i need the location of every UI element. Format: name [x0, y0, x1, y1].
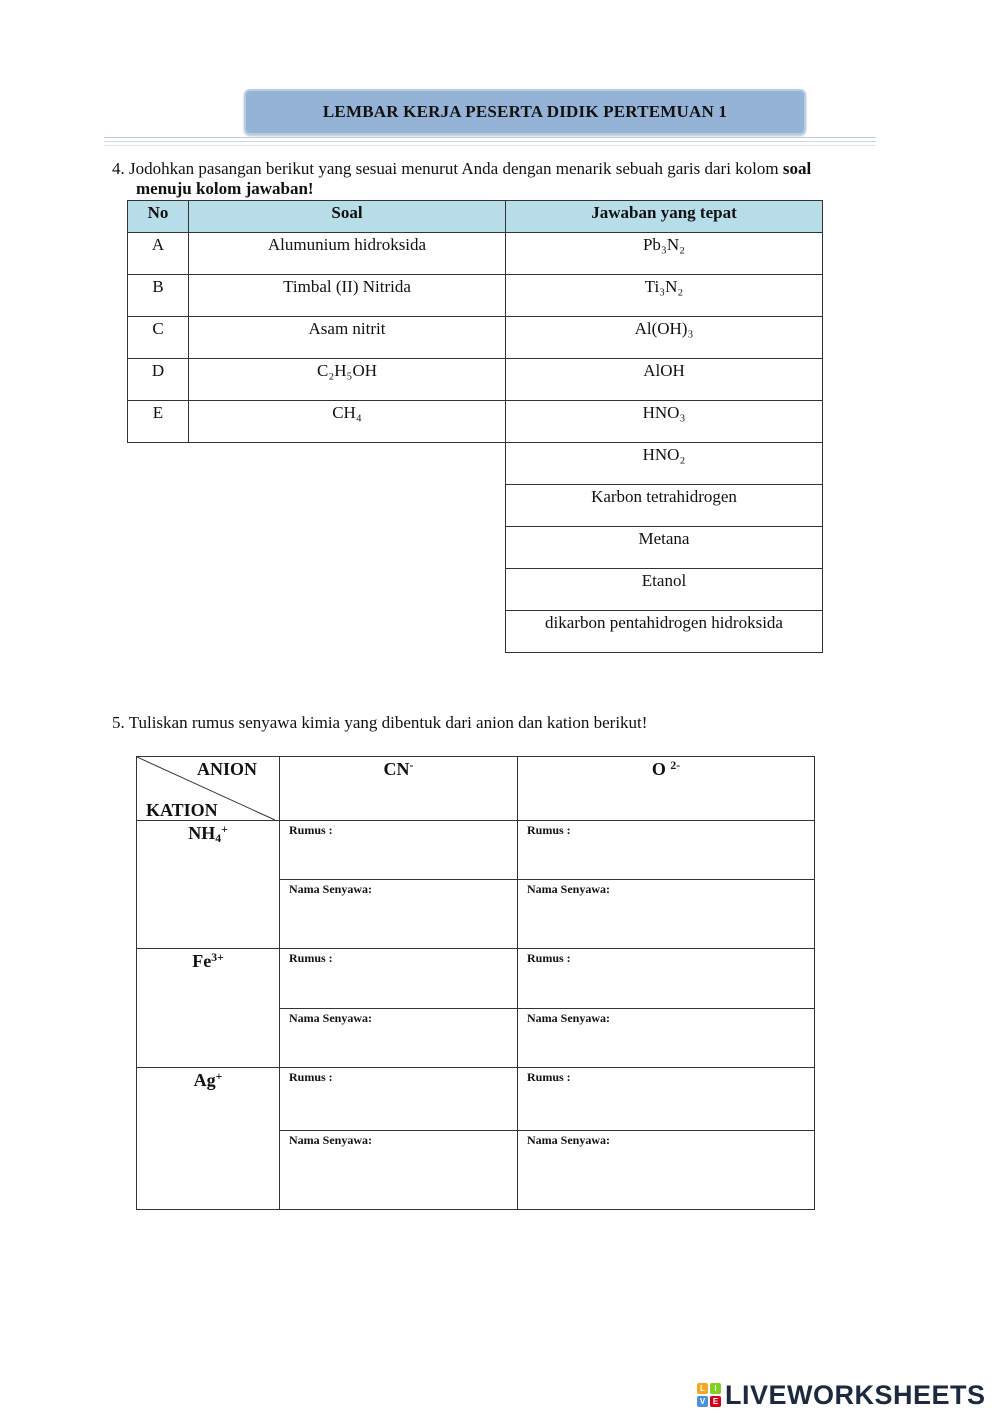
rumus-label: Rumus :: [289, 951, 333, 965]
question-4-emphasis-jawaban: menuju kolom jawaban!: [136, 179, 314, 198]
nama-senyawa-cell[interactable]: [280, 1131, 518, 1210]
table-row: [128, 527, 823, 569]
row-jawaban[interactable]: Pb₃N₂: [506, 233, 823, 275]
row-jawaban[interactable]: AlOH: [506, 359, 823, 401]
table-row: [128, 611, 823, 653]
nama-senyawa-label: Nama Senyawa:: [527, 1133, 610, 1147]
ion-table-header: [137, 757, 815, 821]
rumus-label: Rumus :: [289, 1070, 333, 1084]
nama-senyawa-cell[interactable]: [518, 1131, 815, 1210]
ion-formula-table: [136, 756, 815, 1210]
cation-ag: [137, 1068, 280, 1210]
row-no: E: [128, 401, 189, 443]
row-jawaban[interactable]: Etanol: [506, 569, 823, 611]
logo-text: LIVEWORKSHEETS: [725, 1379, 986, 1410]
table-row: [128, 401, 823, 443]
table-row: [128, 443, 823, 485]
cation-fe: [137, 949, 280, 1068]
rumus-label: Rumus :: [527, 951, 571, 965]
table-row: [137, 949, 815, 1009]
cation-base: Ag: [193, 1070, 216, 1090]
logo-letter: V: [697, 1396, 708, 1407]
row-no: B: [128, 275, 189, 317]
table-row: [137, 821, 815, 880]
header-divider-line: [104, 137, 876, 138]
question-4-emphasis-soal: soal: [782, 159, 812, 178]
cation-charge: +: [215, 1070, 223, 1083]
cation-charge: 3+: [211, 951, 224, 964]
empty-cell: [128, 611, 506, 653]
question-5-instruction: Tuliskan rumus senyawa kimia yang dibentuk dari anion dan kation berikut!: [128, 713, 648, 732]
question-4-instruction: Jodohkan pasangan berikut yang sesuai menurut Anda dengan menarik sebuah garis dari kolom: [129, 159, 783, 178]
question-4-text: [112, 159, 882, 199]
nama-senyawa-cell[interactable]: [280, 1009, 518, 1068]
row-jawaban[interactable]: Ti₃N₂: [506, 275, 823, 317]
row-jawaban[interactable]: Al(OH)₃: [506, 317, 823, 359]
row-soal[interactable]: Alumunium hidroksida: [189, 233, 506, 275]
row-jawaban[interactable]: HNO₃: [506, 401, 823, 443]
logo-letter: L: [697, 1383, 708, 1394]
empty-cell: [128, 527, 506, 569]
header-divider-line-3: [104, 145, 876, 146]
row-jawaban[interactable]: HNO₂: [506, 443, 823, 485]
corner-cell: [137, 757, 280, 821]
cation-base: NH: [188, 823, 216, 843]
rumus-cell[interactable]: [518, 949, 815, 1009]
anion-base: O: [651, 759, 671, 779]
anion-header-cn: [280, 757, 518, 821]
table-row: [128, 485, 823, 527]
question-5-text: [112, 713, 882, 733]
matching-table: [127, 200, 823, 653]
question-5-number: 5.: [112, 713, 125, 732]
nama-senyawa-cell[interactable]: [518, 1009, 815, 1068]
table-row: [128, 233, 823, 275]
logo-letter: E: [710, 1396, 721, 1407]
anion-header-o: [518, 757, 815, 821]
anion-charge: -: [409, 759, 414, 772]
logo-mark-icon: [697, 1383, 721, 1407]
row-soal[interactable]: C₂H₅OH: [189, 359, 506, 401]
cation-subscript: 4: [215, 832, 222, 845]
worksheet-title: LEMBAR KERJA PESERTA DIDIK PERTEMUAN 1: [322, 102, 728, 121]
empty-cell: [128, 443, 506, 485]
header-no: No: [128, 201, 189, 233]
question-4-number: 4.: [112, 159, 125, 178]
row-no: A: [128, 233, 189, 275]
anion-charge: 2-: [670, 759, 681, 772]
empty-cell: [128, 485, 506, 527]
worksheet-title-banner: [244, 89, 806, 135]
rumus-cell[interactable]: [518, 1068, 815, 1131]
rumus-label: Rumus :: [527, 823, 571, 837]
row-soal[interactable]: Asam nitrit: [189, 317, 506, 359]
nama-senyawa-label: Nama Senyawa:: [289, 1133, 372, 1147]
table-row: [137, 1068, 815, 1131]
header-jawaban: Jawaban yang tepat: [506, 201, 823, 233]
rumus-cell[interactable]: [280, 1068, 518, 1131]
anion-base: CN: [383, 759, 410, 779]
cation-charge: +: [221, 823, 228, 836]
rumus-cell[interactable]: [518, 821, 815, 880]
table-row: [128, 275, 823, 317]
rumus-label: Rumus :: [289, 823, 333, 837]
nama-senyawa-cell[interactable]: [518, 880, 815, 949]
nama-senyawa-cell[interactable]: [280, 880, 518, 949]
row-jawaban[interactable]: Metana: [506, 527, 823, 569]
row-jawaban[interactable]: Karbon tetrahidrogen: [506, 485, 823, 527]
nama-senyawa-label: Nama Senyawa:: [289, 1011, 372, 1025]
table-row: [128, 317, 823, 359]
matching-table-header: [128, 201, 823, 233]
header-soal: Soal: [189, 201, 506, 233]
cation-nh4: [137, 821, 280, 949]
row-no: D: [128, 359, 189, 401]
nama-senyawa-label: Nama Senyawa:: [527, 882, 610, 896]
row-soal[interactable]: Timbal (II) Nitrida: [189, 275, 506, 317]
row-soal[interactable]: CH₄: [189, 401, 506, 443]
liveworksheets-logo: [697, 1378, 986, 1412]
rumus-label: Rumus :: [527, 1070, 571, 1084]
header-divider-line-2: [104, 141, 876, 142]
cation-base: Fe: [192, 951, 212, 971]
empty-cell: [128, 569, 506, 611]
logo-letter: I: [710, 1383, 721, 1394]
table-row: [128, 569, 823, 611]
row-jawaban[interactable]: dikarbon pentahidrogen hidroksida: [506, 611, 823, 653]
rumus-cell[interactable]: [280, 949, 518, 1009]
nama-senyawa-label: Nama Senyawa:: [527, 1011, 610, 1025]
corner-kation-label: KATION: [146, 800, 218, 820]
table-row: [128, 359, 823, 401]
rumus-cell[interactable]: [280, 821, 518, 880]
corner-anion-label: ANION: [197, 759, 258, 779]
nama-senyawa-label: Nama Senyawa:: [289, 882, 372, 896]
row-no: C: [128, 317, 189, 359]
